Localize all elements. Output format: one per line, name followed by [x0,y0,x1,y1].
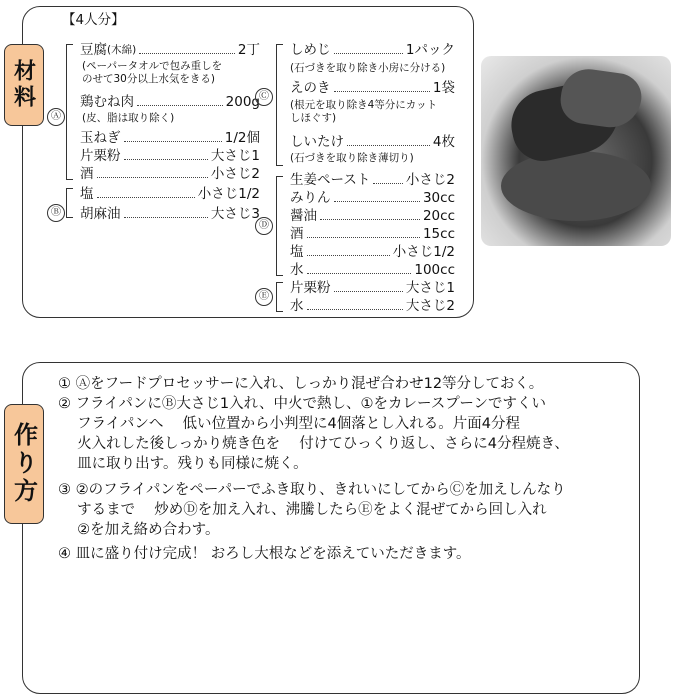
ingredient-chicken-note: (皮、脂は取り除く) [82,112,175,124]
bracket-c [276,44,283,166]
ingredient-shiitake: しいたけ 4枚 [290,134,455,150]
step-4: ④ 皿に盛り付け完成！ おろし大根などを添えていただきます。 [58,546,471,562]
group-a-label: Ⓐ [47,108,65,126]
step-1: ① Ⓐをフードプロセッサーに入れ、しっかり混ぜ合わせ12等分しておく。 [58,376,544,392]
ingredient-ginger: 生姜ペースト 小さじ2 [290,172,455,188]
ingredient-water-e: 水 大さじ2 [290,298,455,314]
ingredient-enoki-note: (根元を取り除き4等分にカット しほぐす) [290,99,438,124]
ingredient-onion: 玉ねぎ 1/2個 [80,130,260,146]
ingredient-katakuriko-a: 片栗粉 大さじ1 [80,148,260,164]
step-3-line-2: するまで 炒めⒹを加え入れ、沸騰したらⒺをよく混ぜてから回し入れ [58,502,547,518]
ingredient-shimeji-note: (石づきを取り除き小房に分ける) [290,62,446,74]
ingredient-salt-d: 塩 小さじ1/2 [290,244,455,260]
ingredient-soy-sauce: 醤油 20cc [290,208,455,224]
ingredient-tofu: 豆腐 (木綿) 2丁 [80,42,260,58]
ingredient-tofu-note: (ペーパータオルで包み重しを のせて30分以上水気をきる) [82,60,223,85]
instructions-tab: 作り方 [4,404,44,524]
ingredient-katakuriko-e: 片栗粉 大さじ1 [290,280,455,296]
bracket-e [276,282,283,312]
ingredient-salt-b: 塩 小さじ1/2 [80,186,260,202]
group-b-label: Ⓑ [47,204,65,222]
step-3-line-1: ③ ②のフライパンをペーパーでふき取り、きれいにしてからⒸを加えしんなり [58,482,566,498]
step-2-line-3: 火入れした後しっかり焼き色を 付けてひっくり返し、さらに4分程焼き、 [58,436,569,452]
ingredient-shiitake-note: (石づきを取り除き薄切り) [290,152,414,164]
step-3-line-3: ②を加え絡め合わす。 [58,522,220,538]
ingredient-chicken: 鶏むね肉 200g [80,94,260,110]
step-2-line-2: フライパンへ 低い位置から小判型に4個落とし入れる。片面4分程 [58,416,520,432]
ingredient-water-d: 水 100cc [290,262,455,278]
ingredient-mirin: みりん 30cc [290,190,455,206]
group-c-label: Ⓒ [255,88,273,106]
bracket-d [276,176,283,276]
ingredient-sake-d: 酒 15cc [290,226,455,242]
ingredient-sake-a: 酒 小さじ2 [80,166,260,182]
ingredient-enoki: えのき 1袋 [290,80,455,96]
group-e-label: Ⓔ [255,288,273,306]
step-2-line-4: 皿に取り出す。残りも同様に焼く。 [58,456,308,472]
ingredient-sesame-oil: 胡麻油 大さじ3 [80,206,260,222]
step-2-line-1: ② フライパンにⒷ大さじ1入れ、中火で熱し、①をカレースプーンですくい [58,396,547,412]
bracket-a [66,44,73,180]
dish-photo-icon [481,56,671,246]
group-d-label: Ⓓ [255,217,273,235]
servings-label: 【4人分】 [62,12,125,28]
bracket-b [66,188,73,218]
ingredient-shimeji: しめじ 1パック [290,42,455,58]
ingredients-tab: 材料 [4,44,44,126]
